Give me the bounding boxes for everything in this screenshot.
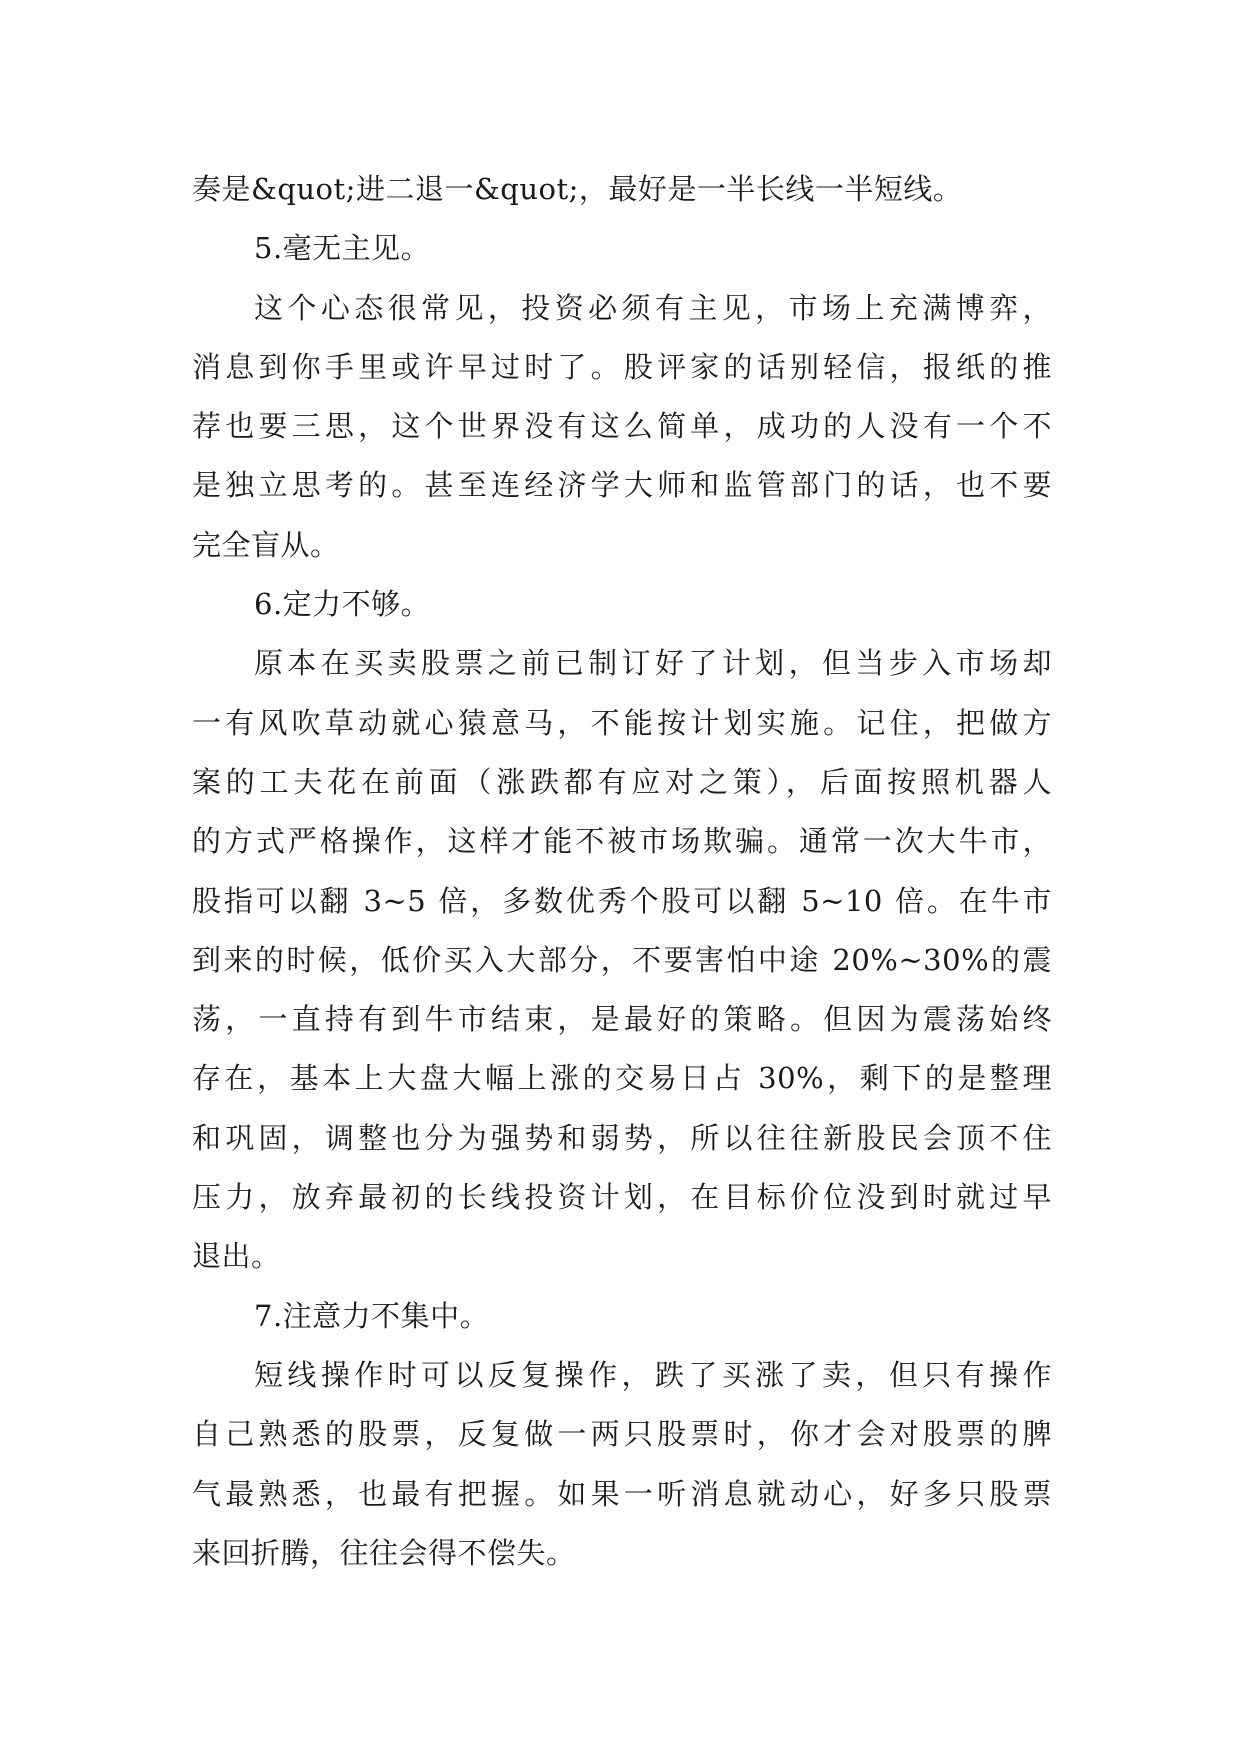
section-heading bbox=[192, 219, 1052, 278]
document-body bbox=[192, 160, 1052, 1583]
paragraph-line: 自己熟悉的股票，反复做一两只股票时，你才会对股票的脾 bbox=[192, 1417, 1052, 1452]
paragraph-line: 气最熟悉，也最有把握。如果一听消息就动心，好多只股票 bbox=[192, 1476, 1052, 1511]
paragraph-line: 奏是&quot;进二退一&quot;，最好是一半长线一半短线。 bbox=[192, 172, 963, 206]
paragraph-line: 案的工夫花在前面（涨跌都有应对之策），后面按照机器人 bbox=[192, 764, 1052, 799]
section-heading bbox=[192, 1287, 1052, 1346]
paragraph-line: 短线操作时可以反复操作，跌了买涨了卖，但只有操作 bbox=[254, 1357, 1052, 1392]
paragraph-line: 和巩固，调整也分为强势和弱势，所以往往新股民会顶不住 bbox=[192, 1120, 1052, 1155]
paragraph-line: 股指可以翻 3~5 倍，多数优秀个股可以翻 5~10 倍。在牛市 bbox=[192, 883, 1052, 918]
paragraph-line: 退出。 bbox=[192, 1239, 281, 1274]
paragraph-line: 消息到你手里或许早过时了。股评家的话别轻信，报纸的推 bbox=[192, 349, 1052, 384]
paragraph-line: 压力，放弃最初的长线投资计划，在目标价位没到时就过早 bbox=[192, 1180, 1052, 1215]
paragraph-line: 一有风吹草动就心猿意马，不能按计划实施。记住，把做方 bbox=[192, 705, 1052, 740]
paragraph bbox=[192, 1346, 1052, 1583]
paragraph-line: 荡，一直持有到牛市结束，是最好的策略。但因为震荡始终 bbox=[192, 1002, 1052, 1037]
paragraph-line: 这个心态很常见，投资必须有主见，市场上充满博弈， bbox=[254, 290, 1052, 325]
heading-text: 7.注意力不集中。 bbox=[254, 1298, 490, 1333]
paragraph-line: 完全盲从。 bbox=[192, 527, 340, 562]
heading-text: 5.毫无主见。 bbox=[254, 231, 431, 266]
paragraph-line: 来回折腾，往往会得不偿失。 bbox=[192, 1535, 576, 1570]
paragraph-line: 是独立思考的。甚至连经济学大师和监管部门的话，也不要 bbox=[192, 468, 1052, 503]
paragraph-line: 存在，基本上大盘大幅上涨的交易日占 30%，剩下的是整理 bbox=[192, 1061, 1052, 1096]
paragraph bbox=[192, 160, 1052, 219]
paragraph bbox=[192, 279, 1052, 575]
paragraph-line: 原本在买卖股票之前已制订好了计划，但当步入市场却 bbox=[254, 646, 1052, 681]
section-heading bbox=[192, 575, 1052, 634]
paragraph bbox=[192, 634, 1052, 1286]
paragraph-line: 到来的时候，低价买入大部分，不要害怕中途 20%~30%的震 bbox=[192, 942, 1052, 977]
paragraph-line: 的方式严格操作，这样才能不被市场欺骗。通常一次大牛市， bbox=[192, 824, 1052, 859]
heading-text: 6.定力不够。 bbox=[254, 587, 431, 622]
paragraph-line: 荐也要三思，这个世界没有这么简单，成功的人没有一个不 bbox=[192, 409, 1052, 444]
